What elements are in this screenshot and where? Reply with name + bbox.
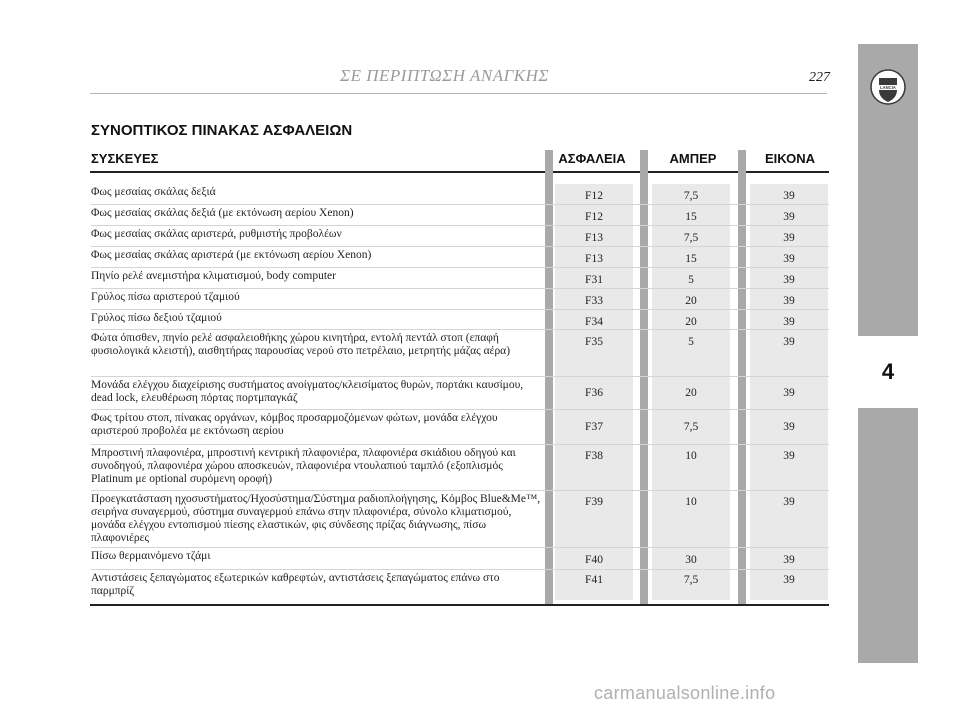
figure-ref: 39 bbox=[783, 190, 795, 202]
amperage: 20 bbox=[685, 387, 697, 399]
table-row bbox=[91, 247, 829, 268]
amperage: 30 bbox=[685, 554, 697, 566]
column-header-fuse: ΑΣΦΑΛΕΙΑ bbox=[558, 151, 626, 166]
fuse-id: F36 bbox=[585, 387, 603, 399]
figure-ref: 39 bbox=[783, 387, 795, 399]
column-header-figure: ΕΙΚΟΝΑ bbox=[765, 151, 815, 166]
device-name: Γρύλος πίσω δεξιού τζαμιού bbox=[91, 312, 222, 324]
figure-ref: 39 bbox=[783, 253, 795, 265]
table-row bbox=[91, 377, 829, 410]
figure-ref: 39 bbox=[783, 336, 795, 348]
fuse-id: F13 bbox=[585, 253, 603, 265]
figure-ref: 39 bbox=[783, 295, 795, 307]
table-row bbox=[91, 410, 829, 445]
amperage: 15 bbox=[685, 253, 697, 265]
table-row bbox=[91, 184, 829, 205]
device-name: Αντιστάσεις ξεπαγώματος εξωτερικών καθρεφτών, αντιστάσεις ξεπαγώματος επάνω στο παρμπρίζ bbox=[91, 572, 500, 597]
device-name: Φως μεσαίας σκάλας αριστερά, ρυθμιστής προβολέων bbox=[91, 228, 342, 240]
amperage: 20 bbox=[685, 316, 697, 328]
figure-ref: 39 bbox=[783, 450, 795, 462]
device-name: Μπροστινή πλαφονιέρα, μπροστινή κεντρική πλαφονιέρα, πλαφονιέρα σκιάδιου οδηγού και συνοδηγού, πλαφονιέρα χώρου αποσκευών, πλαφονιέρα ντουλαπιού ταμπλό (εξοπλισμός Platinum με optional συρόμενη οροφή) bbox=[91, 447, 516, 485]
figure-ref: 39 bbox=[783, 554, 795, 566]
figure-ref: 39 bbox=[783, 496, 795, 508]
page-number: 227 bbox=[809, 70, 830, 85]
figure-ref: 39 bbox=[783, 421, 795, 433]
device-name: Φως μεσαίας σκάλας δεξιά (με εκτόνωση αερίου Xenon) bbox=[91, 207, 354, 219]
lancia-shield-icon bbox=[869, 68, 907, 106]
fuse-id: F40 bbox=[585, 554, 603, 566]
figure-ref: 39 bbox=[783, 274, 795, 286]
figure-ref: 39 bbox=[783, 316, 795, 328]
running-head: ΣΕ ΠΕΡΙΠΤΩΣΗ ΑΝΑΓΚΗΣ bbox=[340, 66, 549, 85]
amperage: 7,5 bbox=[683, 232, 699, 244]
fuse-id: F37 bbox=[585, 421, 603, 433]
amperage: 7,5 bbox=[683, 421, 699, 433]
device-name: Φως τρίτου στοπ, πίνακας οργάνων, κόμβος προσαρμοζόμενων φώτων, μονάδα ελέγχου αριστερού προβολέα με εκτόνωση αερίου bbox=[91, 412, 498, 437]
table-row bbox=[91, 570, 829, 602]
amperage: 7,5 bbox=[683, 190, 699, 202]
table-row bbox=[91, 445, 829, 491]
device-name: Φως μεσαίας σκάλας αριστερά (με εκτόνωση αερίου Xenon) bbox=[91, 249, 372, 261]
device-name: Γρύλος πίσω αριστερού τζαμιού bbox=[91, 291, 240, 303]
column-header-ampere: ΑΜΠΕΡ bbox=[669, 151, 717, 166]
table-bottom-rule bbox=[90, 604, 829, 606]
amperage: 5 bbox=[688, 274, 694, 286]
fuse-id: F35 bbox=[585, 336, 603, 348]
amperage: 10 bbox=[685, 496, 697, 508]
table-top-rule bbox=[90, 171, 829, 173]
header-divider bbox=[90, 93, 827, 94]
chapter-number-tab bbox=[858, 336, 918, 408]
device-name: Φως μεσαίας σκάλας δεξιά bbox=[91, 186, 216, 198]
device-name: Φώτα όπισθεν, πηνίο ρελέ ασφαλειοθήκης χώρου κινητήρα, εντολή πεντάλ στοπ (επαφή φυσιολογικά κλειστή), αισθητήρας παρουσίας νερού στο πετρέλαιο, μετρητής μάζας αέρα) bbox=[91, 332, 511, 357]
table-row bbox=[91, 205, 829, 226]
column-header-devices: ΣΥΣΚΕΥΕΣ bbox=[91, 151, 159, 166]
fuse-id: F13 bbox=[585, 232, 603, 244]
amperage: 20 bbox=[685, 295, 697, 307]
fuse-id: F39 bbox=[585, 496, 603, 508]
fuse-id: F33 bbox=[585, 295, 603, 307]
amperage: 15 bbox=[685, 211, 697, 223]
table-row bbox=[91, 491, 829, 548]
fuse-id: F12 bbox=[585, 211, 603, 223]
device-name: Μονάδα ελέγχου διαχείρισης συστήματος ανοίγματος/κλεισίματος θυρών, πορτάκι καυσίμου, dead lock, ελευθέρωση πόρτας πορτμπαγκάζ bbox=[91, 379, 524, 404]
svg-text:LANCIA: LANCIA bbox=[880, 85, 896, 90]
figure-ref: 39 bbox=[783, 232, 795, 244]
figure-ref: 39 bbox=[783, 211, 795, 223]
page-title: ΣΥΝΟΠΤΙΚΟΣ ΠΙΝΑΚΑΣ ΑΣΦΑΛΕΙΩΝ bbox=[91, 122, 353, 139]
table-row bbox=[91, 268, 829, 289]
amperage: 5 bbox=[688, 336, 694, 348]
figure-ref: 39 bbox=[783, 574, 795, 586]
device-name: Πίσω θερμαινόμενο τζάμι bbox=[91, 550, 211, 562]
table-row bbox=[91, 289, 829, 310]
table-row bbox=[91, 226, 829, 247]
table-row bbox=[91, 330, 829, 377]
device-name: Προεγκατάσταση ηχοσυστήματος/Ηχοσύστημα/Σύστημα ραδιοπλοήγησης, Κόμβος Blue&Me™, σειρήνα συναγερμού, σύστημα συναγερμού επάνω στην πλαφονιέρα, σύνολο κλιματισμού, μονάδα ελέγχου εντοπισμού πίεσης ελαστικών, φις σύνδεσης πρίζας διάγνωσης, πίσω πλαφονιέρες bbox=[91, 493, 541, 544]
fuse-id: F34 bbox=[585, 316, 603, 328]
watermark: carmanualsonline.info bbox=[594, 683, 776, 703]
chapter-number: 4 bbox=[881, 359, 895, 384]
device-name: Πηνίο ρελέ ανεμιστήρα κλιματισμού, body computer bbox=[91, 270, 336, 282]
fuse-id: F41 bbox=[585, 574, 603, 586]
fuse-id: F38 bbox=[585, 450, 603, 462]
amperage: 7,5 bbox=[683, 574, 699, 586]
fuse-id: F31 bbox=[585, 274, 603, 286]
fuse-id: F12 bbox=[585, 190, 603, 202]
table-row bbox=[91, 310, 829, 330]
table-row bbox=[91, 548, 829, 570]
amperage: 10 bbox=[685, 450, 697, 462]
